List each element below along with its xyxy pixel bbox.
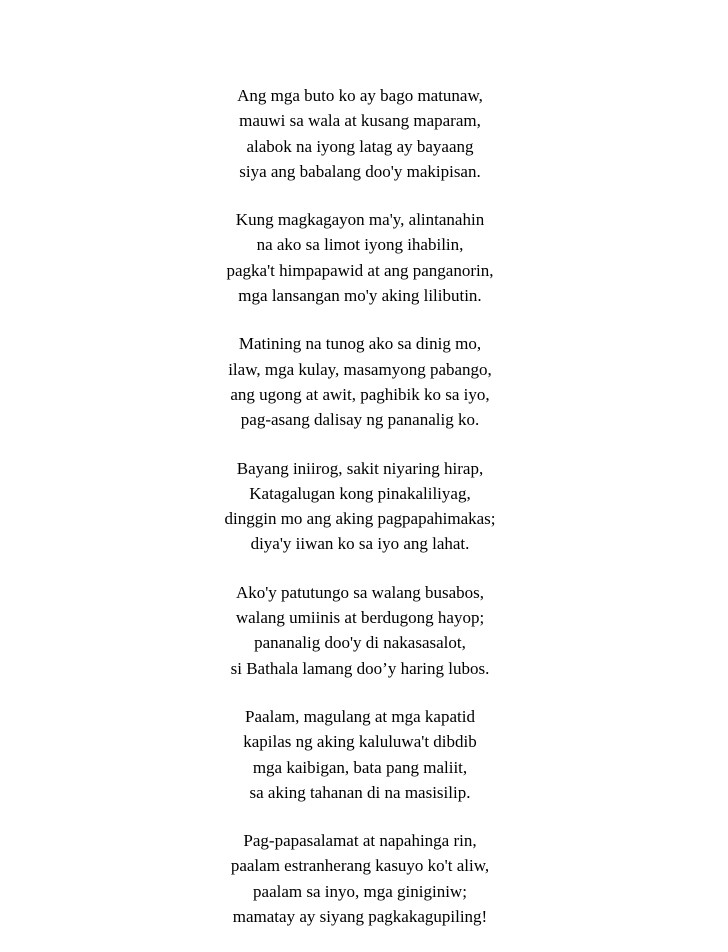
stanza-4 — [200, 456, 520, 557]
poem-line: dinggin mo ang aking pagpapahimakas; — [224, 509, 496, 529]
poem-line: diya'y iiwan ko sa iyo ang lahat. — [250, 534, 470, 554]
poem-line: mga lansangan mo'y aking lilibutin. — [238, 286, 482, 306]
poem-line: sa aking tahanan di na masisilip. — [249, 782, 471, 802]
poem-line: paalam sa inyo, mga giniginiw; — [253, 881, 467, 901]
poem-line: mauwi sa wala at kusang maparam, — [239, 111, 481, 131]
stanza-2 — [200, 207, 520, 308]
poem-line: Bayang iniirog, sakit niyaring hirap, — [236, 458, 484, 478]
poem-line: pananalig doo'y di nakasasalot, — [254, 633, 466, 653]
poem-line: pag-asang dalisay ng pananalig ko. — [240, 410, 480, 430]
stanza-3 — [200, 331, 520, 432]
poem-line: mamatay ay siyang pagkakagupiling! — [232, 907, 488, 927]
stanza-7 — [200, 828, 520, 929]
poem-line: na ako sa limot iyong ihabilin, — [256, 235, 464, 255]
stanza-6 — [200, 704, 520, 805]
poem-line: walang umiinis at berdugong hayop; — [235, 608, 485, 628]
poem-line: Kung magkagayon ma'y, alintanahin — [235, 210, 485, 230]
stanza-5 — [200, 580, 520, 681]
poem — [200, 83, 520, 952]
poem-line: kapilas ng aking kaluluwa't dibdib — [243, 732, 477, 752]
poem-line: Pag-papasalamat at napahinga rin, — [243, 831, 477, 851]
poem-line: Ako'y patutungo sa walang busabos, — [235, 582, 485, 602]
poem-line: mga kaibigan, bata pang maliit, — [252, 757, 468, 777]
poem-line: siya ang babalang doo'y makipisan. — [239, 161, 481, 181]
poem-line: Katagalugan kong pinakaliliyag, — [249, 483, 471, 503]
poem-line: ang ugong at awit, paghibik ko sa iyo, — [230, 384, 490, 404]
poem-line: alabok na iyong latag ay bayaang — [246, 136, 474, 156]
poem-line: Matining na tunog ako sa dinig mo, — [238, 334, 482, 354]
stanza-1 — [200, 83, 520, 184]
poem-line: Ang mga buto ko ay bago matunaw, — [237, 86, 483, 105]
poem-line: Paalam, magulang at mga kapatid — [245, 706, 475, 726]
poem-line: paalam estranherang kasuyo ko't aliw, — [230, 856, 490, 876]
poem-line: ilaw, mga kulay, masamyong pabango, — [228, 359, 492, 379]
poem-line: pagka't himpapawid at ang panganorin, — [226, 260, 494, 280]
poem-line: si Bathala lamang doo’y haring lubos. — [230, 658, 490, 678]
